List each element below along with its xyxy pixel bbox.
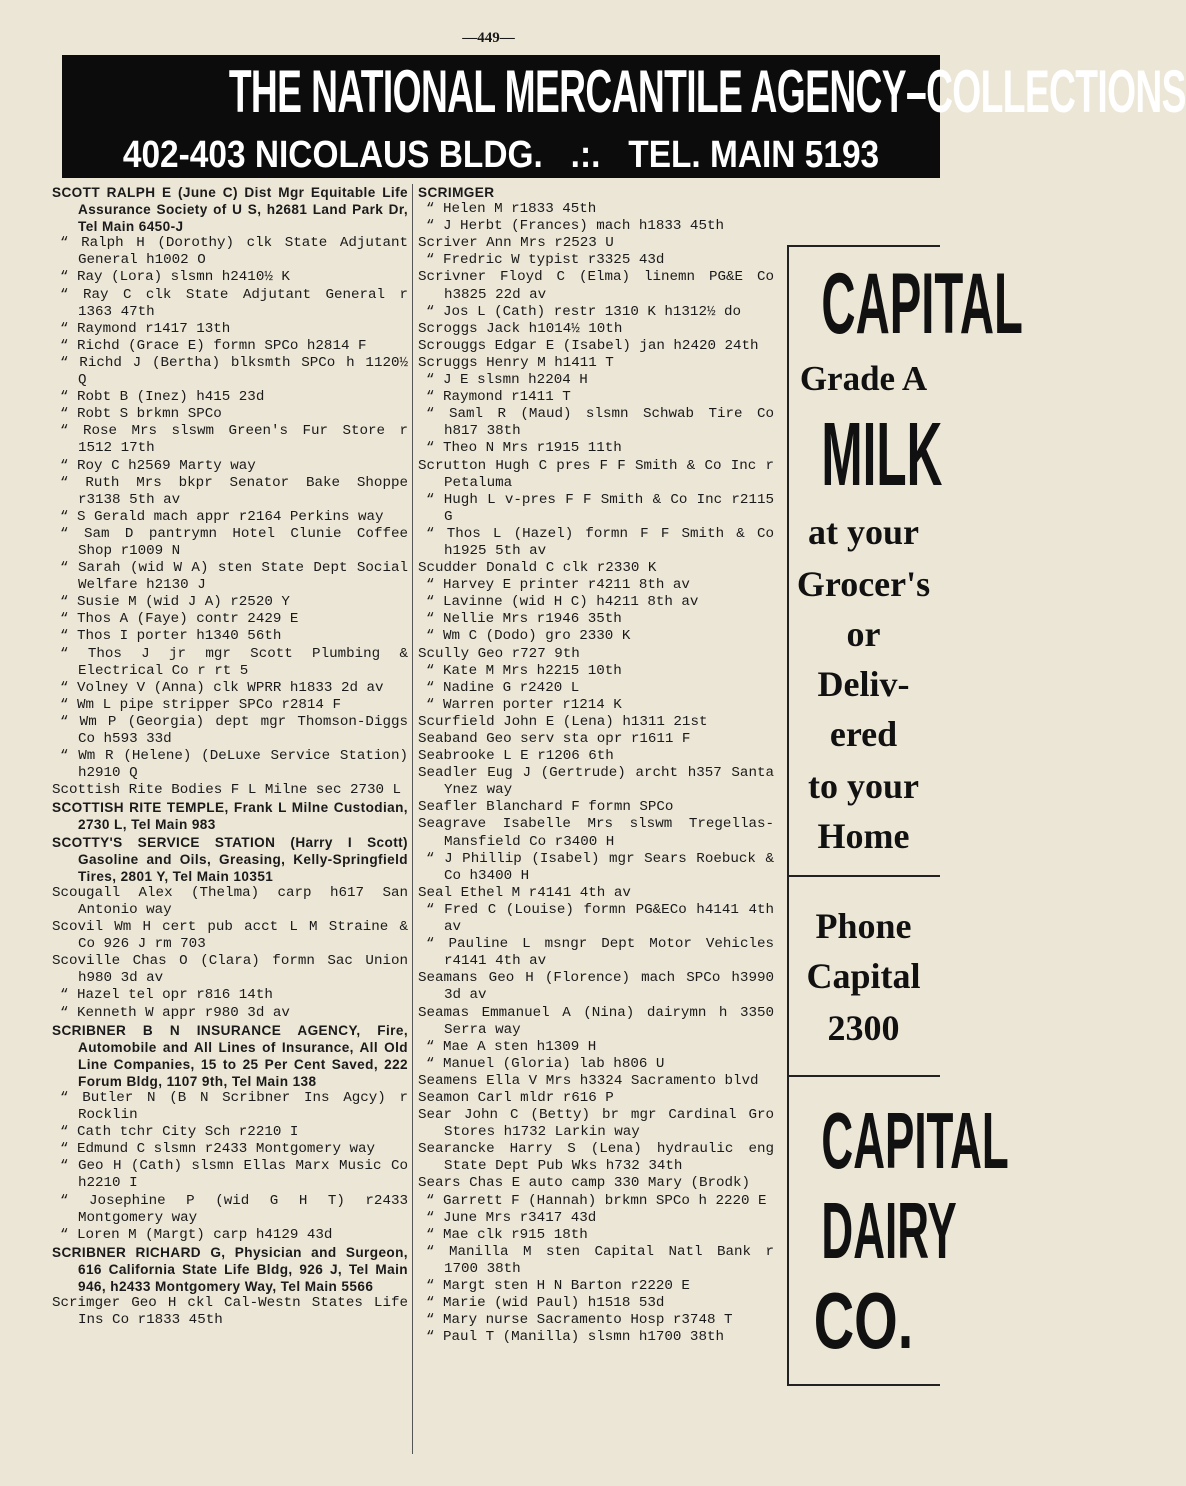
directory-entry: Scriver Ann Mrs r2523 U bbox=[418, 235, 614, 252]
directory-entry: “ Edmund C slsmn r2433 Montgomery way bbox=[60, 1141, 376, 1158]
ad-capital: CAPITAL bbox=[821, 256, 1023, 352]
directory-entry: Scoville Chas O (Clara) formn Sac Union h980 3d av bbox=[52, 953, 408, 987]
directory-entry: “ Nellie Mrs r1946 35th bbox=[426, 611, 622, 628]
directory-entry: “ Pauline L msngr Dept Motor Vehicles r4141 4th av bbox=[426, 936, 774, 970]
ad-brand-co: CO. bbox=[813, 1276, 914, 1365]
directory-entry: “ Wm P (Georgia) dept mgr Thomson-Diggs Co h593 33d bbox=[60, 713, 408, 747]
page-number: —449— bbox=[462, 30, 515, 46]
column-divider bbox=[412, 184, 413, 1454]
directory-entry: “ Ralph H (Dorothy) clk State Adjutant General h1002 O bbox=[60, 235, 408, 269]
ad-home: Home bbox=[817, 816, 910, 856]
directory-entry: “ Theo N Mrs r1915 11th bbox=[426, 440, 622, 457]
directory-entry: Scroggs Jack h1014½ 10th bbox=[418, 320, 623, 337]
directory-entry: SCRIBNER RICHARD G, Physician and Surgeon, 616 California State Life Bldg, 926 J, Tel Main 946, h2433 Montgomery Way, Tel Main 5566 bbox=[52, 1244, 408, 1294]
ad-milk: MILK bbox=[821, 405, 943, 505]
directory-entry: Scottish Rite Bodies F L Milne sec 2730 L bbox=[52, 782, 402, 799]
directory-entry: Scrimger Geo H ckl Cal-Westn States Life Ins Co r1833 45th bbox=[52, 1295, 408, 1329]
directory-entry: “ Susie M (wid J A) r2520 Y bbox=[60, 594, 290, 611]
directory-entry: “ Harvey E printer r4211 8th av bbox=[426, 577, 690, 594]
directory-entry: “ S Gerald mach appr r2164 Perkins way bbox=[60, 508, 384, 525]
ad-rule-top bbox=[787, 245, 940, 247]
directory-entry: “ Richd (Grace E) formn SPCo h2814 F bbox=[60, 337, 367, 354]
directory-entry: Seagrave Isabelle Mrs slswm Tregellas-Mansfield Co r3400 H bbox=[418, 816, 774, 850]
directory-entry: Sear John C (Betty) br mgr Cardinal Gro Stores h1732 Larkin way bbox=[418, 1107, 774, 1141]
ad-to-your: to your bbox=[808, 766, 919, 806]
directory-entry: Scovil Wm H cert pub acct L M Straine & Co 926 J rm 703 bbox=[52, 919, 408, 953]
directory-entry: Seamans Geo H (Florence) mach SPCo h3990 3d av bbox=[418, 970, 774, 1004]
directory-entry: “ Richd J (Bertha) blksmth SPCo h 1120½ Q bbox=[60, 354, 408, 389]
ad-or: or bbox=[846, 614, 881, 654]
directory-entry: “ Volney V (Anna) clk WPRR h1833 2d av bbox=[60, 679, 384, 696]
directory-entry: “ Margt sten H N Barton r2220 E bbox=[426, 1278, 690, 1294]
directory-entry: Seafler Blanchard F formn SPCo bbox=[418, 799, 674, 816]
directory-entry: “ Wm C (Dodo) gro 2330 K bbox=[426, 628, 631, 645]
directory-entry: “ Raymond r1417 13th bbox=[60, 320, 231, 337]
directory-entry: Sears Chas E auto camp 330 Mary (Brodk) bbox=[418, 1175, 751, 1192]
left-column bbox=[52, 184, 408, 1329]
directory-entry: “ J E slsmn h2204 H bbox=[426, 372, 588, 389]
directory-entry: “ Hugh L v-pres F F Smith & Co Inc r2115 G bbox=[426, 491, 774, 525]
ad-phone: Phone bbox=[815, 906, 912, 946]
directory-entry: “ Garrett F (Hannah) brkmn SPCo h 2220 E bbox=[426, 1192, 767, 1209]
directory-entry: “ Kenneth W appr r980 3d av bbox=[60, 1004, 290, 1021]
directory-entry: SCRIMGER bbox=[418, 185, 495, 200]
directory-entry: Seabrooke L E r1206 6th bbox=[418, 748, 614, 765]
directory-entry: SCOTT RALPH E (June C) Dist Mgr Equitable Life Assurance Society of U S, h2681 Land Park Dr, Tel Main 6450-J bbox=[52, 185, 408, 235]
directory-entry: “ Hazel tel opr r816 14th bbox=[60, 987, 273, 1004]
directory-entry: Seaband Geo serv sta opr r1611 F bbox=[418, 731, 691, 747]
directory-entry: “ Saml R (Maud) slsmn Schwab Tire Co h817 38th bbox=[426, 406, 774, 440]
directory-entry: Seadler Eug J (Gertrude) archt h357 Santa Ynez way bbox=[418, 765, 774, 799]
directory-entry: “ Sarah (wid W A) sten State Dept Social Welfare h2130 J bbox=[60, 560, 408, 594]
directory-entry: “ Robt S brkmn SPCo bbox=[60, 406, 222, 423]
directory-entry: “ Loren M (Margt) carp h4129 43d bbox=[60, 1226, 333, 1243]
directory-entry: “ Fredric W typist r3325 43d bbox=[426, 252, 665, 269]
directory-entry: “ Manilla M sten Capital Natl Bank r 1700 38th bbox=[426, 1243, 774, 1277]
directory-entry: “ Mae clk r915 18th bbox=[426, 1226, 588, 1243]
ad-grocers: Grocer's bbox=[796, 564, 931, 604]
directory-entry: “ Helen M r1833 45th bbox=[426, 201, 597, 218]
header-banner bbox=[62, 55, 1186, 178]
directory-entry: SCOTTISH RITE TEMPLE, Frank L Milne Custodian, 2730 L, Tel Main 983 bbox=[52, 800, 408, 833]
directory-entry: “ Butler N (B N Scribner Ins Agcy) r Rocklin bbox=[60, 1089, 408, 1124]
ad-grade: Grade A bbox=[799, 359, 928, 398]
directory-entry: SCRIBNER B N INSURANCE AGENCY, Fire, Automobile and All Lines of Insurance, All Old Line Companies, 15 to 25 Per Cent Saved, 222 Forum Bldg, 1107 9th, Tel Main 138 bbox=[52, 1022, 408, 1089]
directory-entry: Scrouggs Edgar E (Isabel) jan h2420 24th bbox=[418, 337, 759, 354]
directory-entry: “ Thos I porter h1340 56th bbox=[60, 628, 282, 645]
directory-entry: “ Thos J jr mgr Scott Plumbing & Electrical Co r rt 5 bbox=[60, 645, 408, 679]
directory-entry: “ Wm L pipe stripper SPCo r2814 F bbox=[60, 696, 341, 713]
ad-ered: ered bbox=[829, 714, 898, 754]
directory-entry: Scurfield John E (Lena) h1311 21st bbox=[418, 713, 708, 730]
ad-rule-mid1 bbox=[787, 875, 940, 877]
ad-capital-phone: Capital bbox=[806, 956, 921, 996]
directory-entry: “ Ray (Lora) slsmn h2410½ K bbox=[60, 269, 290, 286]
ad-rule-bottom bbox=[787, 1384, 940, 1386]
directory-entry: “ Wm R (Helene) (DeLuxe Service Station) h2910 Q bbox=[60, 748, 408, 782]
directory-entry: Scrutton Hugh C pres F F Smith & Co Inc r Petaluma bbox=[418, 457, 774, 491]
directory-entry: “ Ruth Mrs bkpr Senator Bake Shoppe r3138 5th av bbox=[60, 474, 408, 508]
directory-entry: Seal Ethel M r4141 4th av bbox=[418, 884, 631, 901]
directory-entry: Scudder Donald C clk r2330 K bbox=[418, 560, 657, 577]
directory-entry: “ Paul T (Manilla) slsmn h1700 38th bbox=[426, 1329, 724, 1346]
directory-entry: Seamens Ella V Mrs h3324 Sacramento blvd bbox=[418, 1072, 759, 1089]
banner-subtitle: 402-403 NICOLAUS BLDG. .:. TEL. MAIN 5193 bbox=[122, 134, 880, 176]
banner-title: THE NATIONAL MERCANTILE AGENCY–COLLECTIONS bbox=[228, 58, 1186, 125]
directory-entry: “ June Mrs r3417 43d bbox=[426, 1209, 597, 1226]
directory-entry: “ Sam D pantrymn Hotel Clunie Coffee Shop r1009 N bbox=[60, 525, 408, 559]
directory-entry: “ Josephine P (wid G H T) r2433 Montgomery way bbox=[60, 1192, 408, 1226]
directory-entry: “ Geo H (Cath) slsmn Ellas Marx Music Co h2210 I bbox=[60, 1158, 408, 1192]
directory-entry: “ Warren porter r1214 K bbox=[426, 696, 622, 713]
directory-entry: SCOTTY'S SERVICE STATION (Harry I Scott) Gasoline and Oils, Greasing, Kelly-Springfield Tires, 2801 Y, Tel Main 10351 bbox=[52, 834, 408, 884]
directory-entry: Seamon Carl mldr r616 P bbox=[418, 1089, 614, 1106]
ad-deliv: Deliv- bbox=[817, 664, 910, 704]
directory-entry: Seamas Emmanuel A (Nina) dairymn h 3350 Serra way bbox=[418, 1004, 774, 1038]
directory-entry: “ Ray C clk State Adjutant General r 1363 47th bbox=[60, 286, 408, 320]
directory-entry: “ Fred C (Louise) formn PG&ECo h4141 4th av bbox=[426, 901, 774, 936]
directory-entry: Scully Geo r727 9th bbox=[418, 645, 580, 662]
directory-entry: “ Kate M Mrs h2215 10th bbox=[426, 662, 622, 679]
ad-at-your: at your bbox=[808, 512, 919, 552]
directory-entry: Scruggs Henry M h1411 T bbox=[418, 354, 614, 371]
ad-brand-capital: CAPITAL bbox=[821, 1096, 1009, 1185]
directory-entry: “ Mary nurse Sacramento Hosp r3748 T bbox=[426, 1312, 733, 1329]
middle-column bbox=[418, 184, 774, 1346]
directory-entry: “ Marie (wid Paul) h1518 53d bbox=[426, 1295, 665, 1312]
directory-entry: “ Lavinne (wid H C) h4211 8th av bbox=[426, 594, 699, 611]
dairy-advertisement bbox=[787, 245, 1023, 1386]
ad-phone-number: 2300 bbox=[827, 1008, 900, 1048]
ad-rule-mid2 bbox=[787, 1075, 940, 1077]
directory-entry: “ Roy C h2569 Marty way bbox=[60, 457, 256, 474]
directory-entry: “ Raymond r1411 T bbox=[426, 389, 571, 406]
directory-entry: Scougall Alex (Thelma) carp h617 San Antonio way bbox=[52, 884, 408, 918]
directory-entry: “ Mae A sten h1309 H bbox=[426, 1038, 597, 1055]
directory-entry: “ Manuel (Gloria) lab h806 U bbox=[426, 1055, 665, 1072]
directory-entry: “ Jos L (Cath) restr 1310 K h1312½ do bbox=[426, 303, 742, 320]
directory-entry: “ Rose Mrs slswm Green's Fur Store r 1512 17th bbox=[60, 423, 408, 457]
ad-brand-dairy: DAIRY bbox=[821, 1186, 957, 1275]
directory-entry: “ Thos A (Faye) contr 2429 E bbox=[60, 611, 299, 628]
directory-entry: “ Nadine G r2420 L bbox=[426, 679, 580, 696]
directory-entry: “ J Herbt (Frances) mach h1833 45th bbox=[426, 218, 724, 235]
directory-entry: Searancke Harry S (Lena) hydraulic eng State Dept Pub Wks h732 34th bbox=[418, 1141, 774, 1175]
directory-entry: “ Robt B (Inez) h415 23d bbox=[60, 389, 265, 406]
directory-entry: “ Cath tchr City Sch r2210 I bbox=[60, 1124, 299, 1141]
directory-entry: “ J Phillip (Isabel) mgr Sears Roebuck & Co h3400 H bbox=[426, 850, 774, 884]
directory-entry: Scrivner Floyd C (Elma) linemn PG&E Co h3825 22d av bbox=[418, 269, 774, 303]
directory-entry: “ Thos L (Hazel) formn F F Smith & Co h1925 5th av bbox=[426, 525, 774, 559]
